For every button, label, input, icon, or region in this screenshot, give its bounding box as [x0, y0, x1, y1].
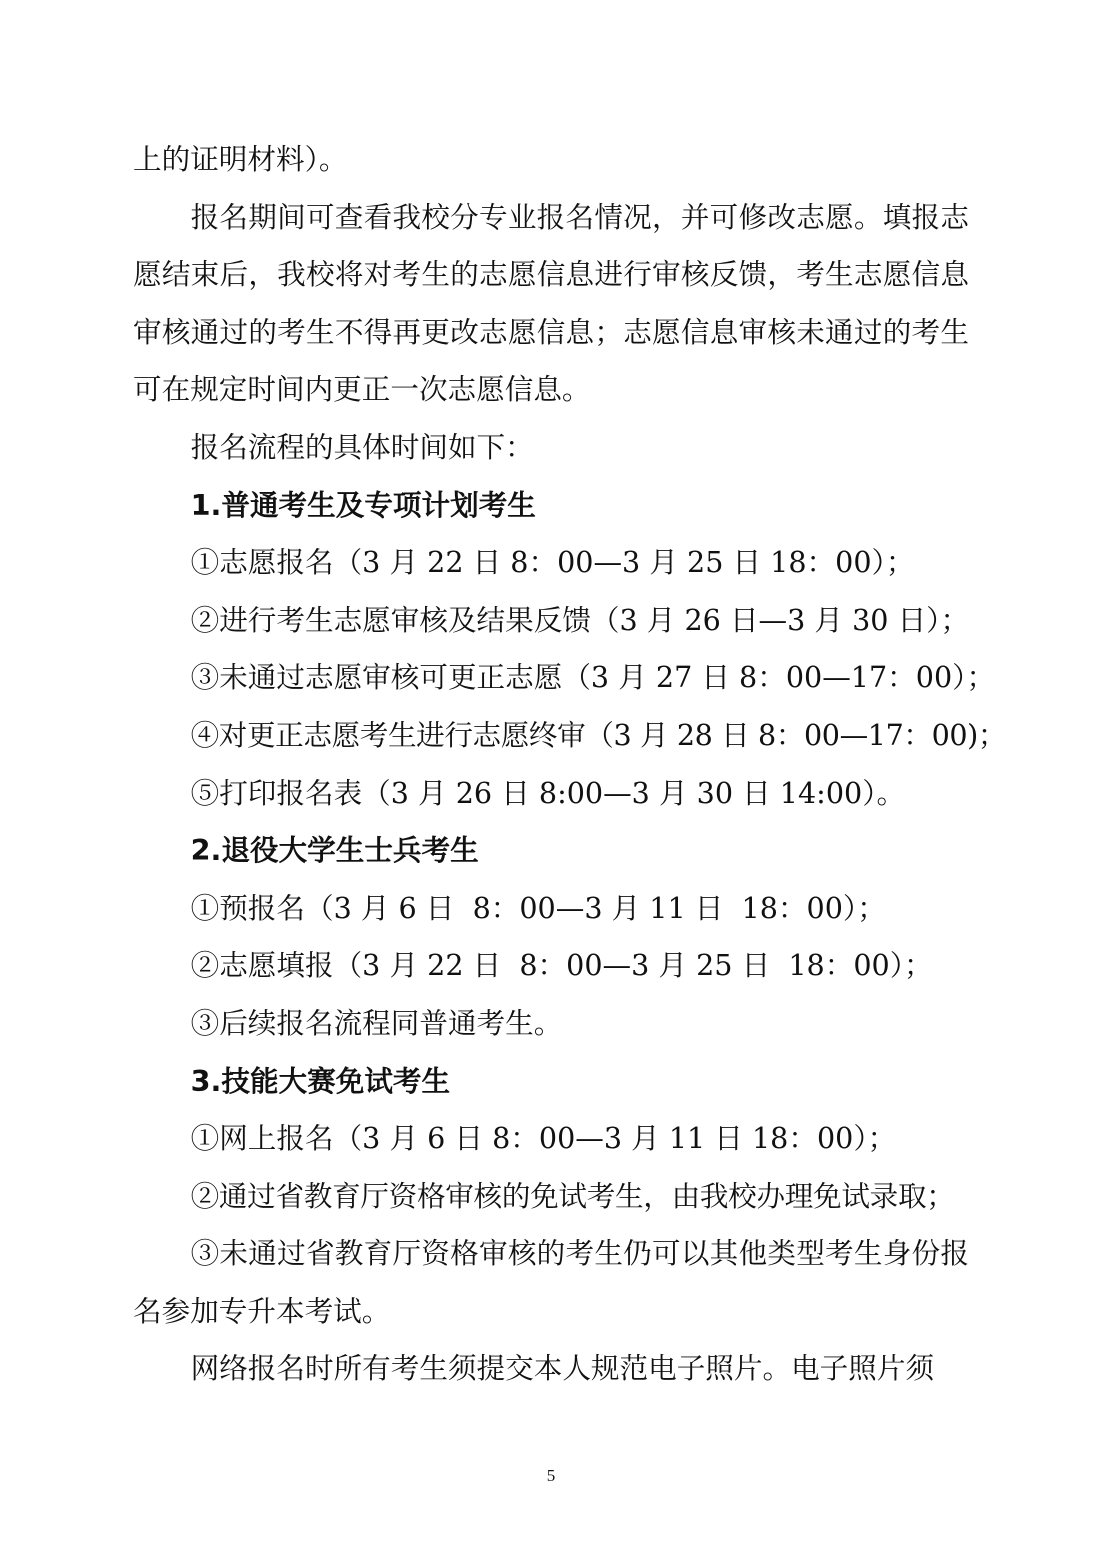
- schedule-item: ⑤打印报名表（3 月 26 日 8:00—3 月 30 日 14:00）。: [190, 775, 906, 810]
- schedule-item: ④对更正志愿考生进行志愿终审（3 月 28 日 8：00—17：00)；: [190, 717, 1007, 752]
- schedule-item: ②志愿填报（3 月 22 日 8：00—3 月 25 日 18：00）；: [190, 948, 933, 983]
- section-regular-candidates: [133, 477, 1007, 823]
- modify-notice-paragraph: 报名期间可查看我校分专业报名情况，并可修改志愿。填报志愿结束后，我校将对考生的志愿信息进行审核反馈，考生志愿信息审核通过的考生不得再更改志愿信息；志愿信息审核未通过的考生可在规定时间内更正一次志愿信息。: [133, 199, 969, 407]
- schedule-item: ③未通过省教育厅资格审核的考生仍可以其他类型考生身份报名参加专升本考试。: [133, 1236, 969, 1328]
- schedule-item: ②通过省教育厅资格审核的免试考生，由我校办理免试录取；: [190, 1178, 955, 1213]
- section-skills-competition-candidates: [133, 1053, 969, 1341]
- page-number: 5: [546, 1466, 556, 1485]
- schedule-item: ②进行考生志愿审核及结果反馈（3 月 26 日—3 月 30 日）；: [190, 602, 970, 637]
- schedule-item: ③未通过志愿审核可更正志愿（3 月 27 日 8：00—17：00）；: [190, 660, 996, 695]
- schedule-item: ①网上报名（3 月 6 日 8：00—3 月 11 日 18：00）；: [190, 1121, 897, 1156]
- schedule-item: ①志愿报名（3 月 22 日 8：00—3 月 25 日 18：00）；: [190, 545, 915, 580]
- section-heading: 3.技能大赛免试考生: [190, 1063, 451, 1098]
- page-body: [133, 131, 1007, 1398]
- schedule-item: ③后续报名流程同普通考生。: [190, 1005, 563, 1040]
- schedule-item: ①预报名（3 月 6 日 8：00—3 月 11 日 18：00）；: [190, 890, 886, 925]
- section-heading: 2.退役大学生士兵考生: [190, 833, 479, 868]
- carryover-paragraph: 上的证明材料）。: [133, 142, 348, 176]
- photo-notice-paragraph: 网络报名时所有考生须提交本人规范电子照片。电子照片须: [190, 1351, 935, 1386]
- section-heading: 1.普通考生及专项计划考生: [190, 487, 536, 522]
- timeline-intro-paragraph: 报名流程的具体时间如下：: [190, 429, 534, 464]
- section-veteran-candidates: [133, 822, 969, 1052]
